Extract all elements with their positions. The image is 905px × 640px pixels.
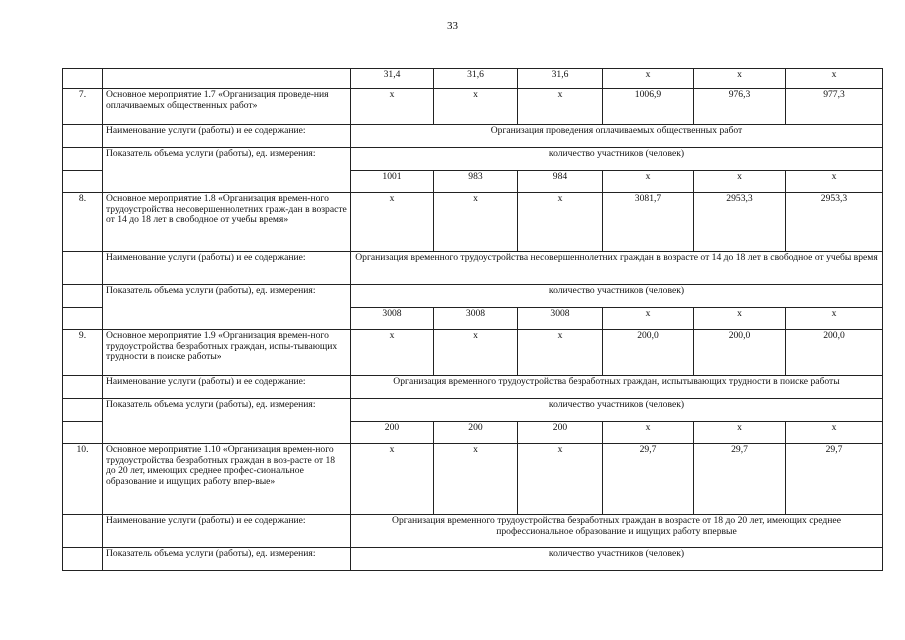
value-cell: x xyxy=(786,171,883,193)
service-label: Наименование услуги (работы) и ее содержание: xyxy=(103,376,351,399)
service-text: Организация временного трудоустройства несовершеннолетних граждан в возрасте от 14 до 18 лет в свободное от учебы время xyxy=(351,252,883,285)
num-cell xyxy=(63,399,103,422)
num-cell xyxy=(63,548,103,571)
volume-text: количество участников (человек) xyxy=(351,399,883,422)
page-number: 33 xyxy=(447,20,458,32)
value-cell: x xyxy=(694,422,786,444)
table-row xyxy=(63,171,883,193)
num-cell xyxy=(63,171,103,193)
table-row xyxy=(63,444,883,515)
volume-text: количество участников (человек) xyxy=(351,285,883,308)
value-cell: 1006,9 xyxy=(603,89,694,125)
table-row xyxy=(63,330,883,376)
num-cell xyxy=(63,148,103,171)
value-cell: 31,4 xyxy=(351,69,434,89)
value-cell: x xyxy=(603,69,694,89)
volume-label: Показатель объема услуги (работы), ед. измерения: xyxy=(103,548,351,571)
table-row xyxy=(63,376,883,399)
desc-cell xyxy=(103,69,351,89)
volume-label: Показатель объема услуги (работы), ед. измерения: xyxy=(103,148,351,171)
value-cell: 977,3 xyxy=(786,89,883,125)
value-cell: 29,7 xyxy=(694,444,786,515)
value-cell: x xyxy=(518,193,603,252)
volume-text: количество участников (человек) xyxy=(351,548,883,571)
item-title: Основное мероприятие 1.8 «Организация времен-ного трудоустройства несовершеннолетних граж-дан в возрасте от 14 до 18 лет в свободное от учебы время» xyxy=(103,193,351,252)
value-cell: x xyxy=(518,89,603,125)
item-title: Основное мероприятие 1.9 «Организация времен-ного трудоустройства безработных граждан, испы-тывающих трудности в поиске работы» xyxy=(103,330,351,376)
item-title: Основное мероприятие 1.7 «Организация проведе-ния оплачиваемых общественных работ» xyxy=(103,89,351,125)
value-cell: 1001 xyxy=(351,171,434,193)
value-cell: 3008 xyxy=(351,308,434,330)
item-number: 7. xyxy=(63,89,103,125)
num-cell xyxy=(63,515,103,548)
table-row xyxy=(63,422,883,444)
table-row xyxy=(63,515,883,548)
table-row xyxy=(63,125,883,148)
service-text: Организация временного трудоустройства безработных граждан в возрасте от 18 до 20 лет, имеющих среднее профессиональное образование и ищущих работу впервые xyxy=(351,515,883,548)
value-cell: 29,7 xyxy=(603,444,694,515)
value-cell: 200 xyxy=(518,422,603,444)
table-row xyxy=(63,252,883,285)
item-number: 9. xyxy=(63,330,103,376)
value-cell: x xyxy=(351,193,434,252)
value-cell: 31,6 xyxy=(518,69,603,89)
value-cell: x xyxy=(786,308,883,330)
value-cell: 3008 xyxy=(434,308,518,330)
value-cell: x xyxy=(434,444,518,515)
value-cell: 2953,3 xyxy=(786,193,883,252)
volume-label: Показатель объема услуги (работы), ед. измерения: xyxy=(103,399,351,422)
table-row xyxy=(63,548,883,571)
value-cell: 3008 xyxy=(518,308,603,330)
value-cell: x xyxy=(518,330,603,376)
value-cell: x xyxy=(434,330,518,376)
value-cell: 983 xyxy=(434,171,518,193)
service-label: Наименование услуги (работы) и ее содержание: xyxy=(103,125,351,148)
table-row xyxy=(63,148,883,171)
num-cell xyxy=(63,285,103,308)
value-cell: x xyxy=(603,171,694,193)
value-cell: 200 xyxy=(434,422,518,444)
value-cell: x xyxy=(694,171,786,193)
value-cell: 29,7 xyxy=(786,444,883,515)
service-label: Наименование услуги (работы) и ее содержание: xyxy=(103,515,351,548)
item-number: 10. xyxy=(63,444,103,515)
value-cell: x xyxy=(351,444,434,515)
value-cell: 200,0 xyxy=(694,330,786,376)
value-cell: 976,3 xyxy=(694,89,786,125)
value-cell: x xyxy=(786,69,883,89)
num-cell xyxy=(63,125,103,148)
value-cell: 3081,7 xyxy=(603,193,694,252)
table-row xyxy=(63,399,883,422)
value-cell: x xyxy=(518,444,603,515)
value-cell: x xyxy=(694,69,786,89)
service-text: Организация проведения оплачиваемых общественных работ xyxy=(351,125,883,148)
num-cell xyxy=(63,422,103,444)
service-text: Организация временного трудоустройства безработных граждан, испытывающих трудности в поиске работы xyxy=(351,376,883,399)
service-label: Наименование услуги (работы) и ее содержание: xyxy=(103,252,351,285)
value-cell: 2953,3 xyxy=(694,193,786,252)
num-cell xyxy=(63,69,103,89)
item-number: 8. xyxy=(63,193,103,252)
program-table xyxy=(62,68,883,571)
volume-text: количество участников (человек) xyxy=(351,148,883,171)
value-cell: x xyxy=(603,308,694,330)
table-row xyxy=(63,69,883,89)
desc-cell xyxy=(103,171,351,193)
value-cell: x xyxy=(694,308,786,330)
table-row xyxy=(63,308,883,330)
value-cell: x xyxy=(434,89,518,125)
value-cell: 200 xyxy=(351,422,434,444)
value-cell: x xyxy=(434,193,518,252)
desc-cell xyxy=(103,422,351,444)
value-cell: x xyxy=(603,422,694,444)
table-row xyxy=(63,193,883,252)
num-cell xyxy=(63,252,103,285)
value-cell: 31,6 xyxy=(434,69,518,89)
table-row xyxy=(63,89,883,125)
volume-label: Показатель объема услуги (работы), ед. измерения: xyxy=(103,285,351,308)
num-cell xyxy=(63,308,103,330)
value-cell: 200,0 xyxy=(786,330,883,376)
value-cell: x xyxy=(351,89,434,125)
value-cell: 984 xyxy=(518,171,603,193)
value-cell: x xyxy=(351,330,434,376)
value-cell: x xyxy=(786,422,883,444)
value-cell: 200,0 xyxy=(603,330,694,376)
desc-cell xyxy=(103,308,351,330)
num-cell xyxy=(63,376,103,399)
item-title: Основное мероприятие 1.10 «Организация времен-ного трудоустройства безработных граждан в воз-расте от 18 до 20 лет, имеющих среднее профес-сиональное образование и ищущих работу впер-вые» xyxy=(103,444,351,515)
table-row xyxy=(63,285,883,308)
